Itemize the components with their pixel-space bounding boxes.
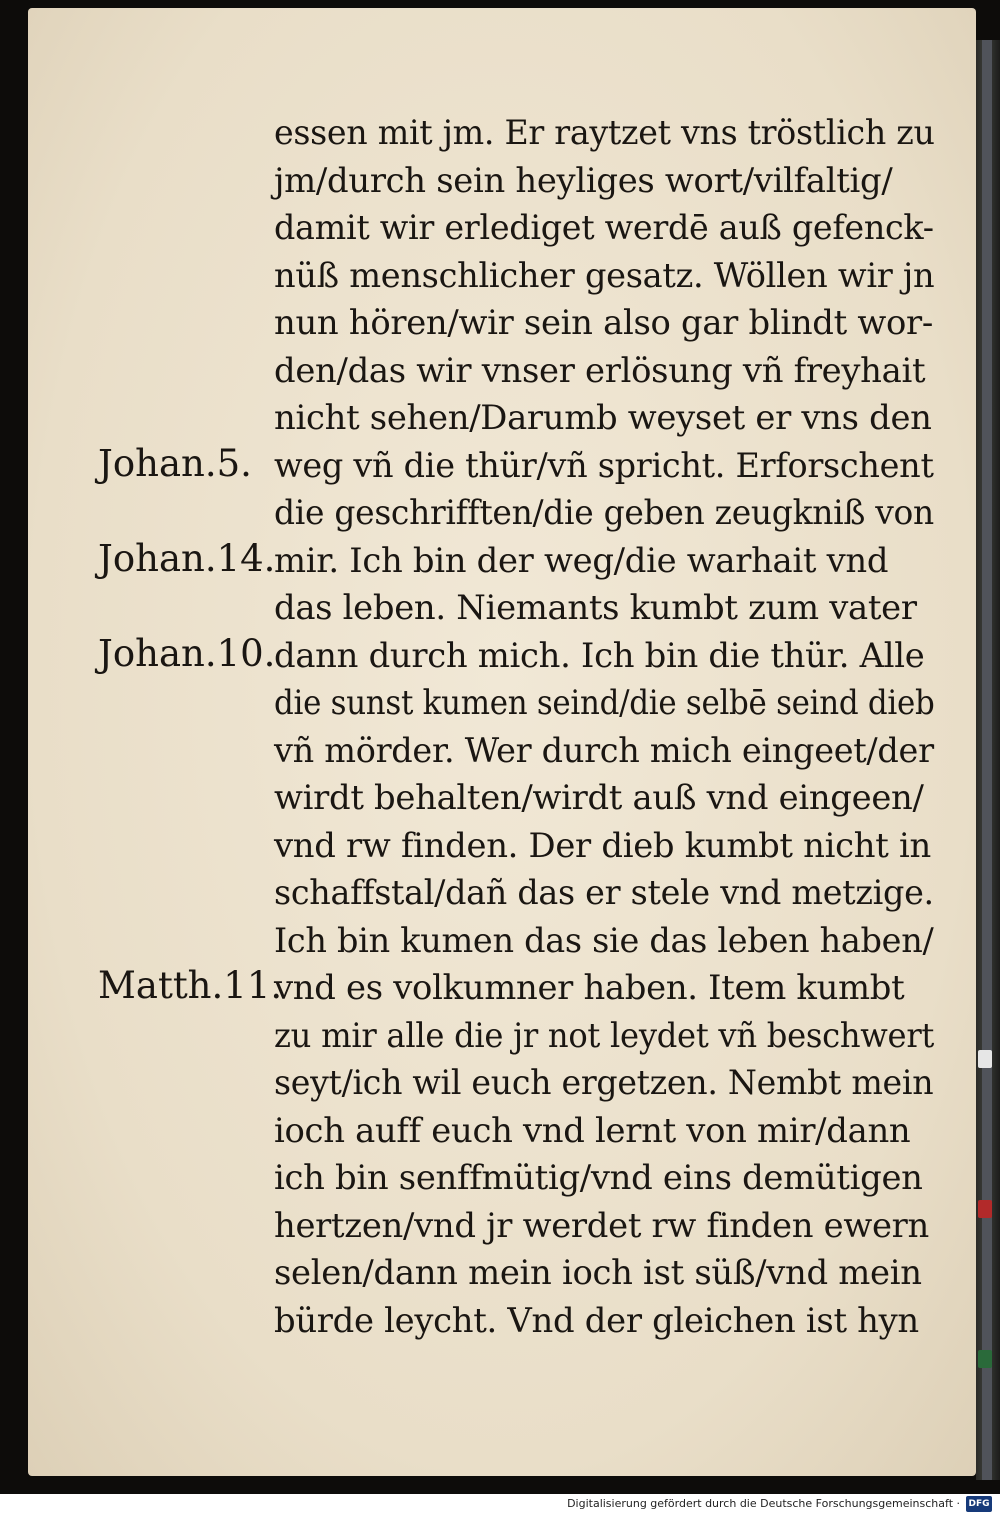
text-line: mir. Ich bin der weg/die warhait vnd: [274, 540, 889, 581]
text-line: schaffstal/dañ das er stele vnd metzige.: [274, 873, 934, 913]
funding-credit: Digitalisierung gefördert durch die Deutsche Forschungsgemeinschaft ·: [567, 1497, 960, 1510]
text-line: ioch auff euch vnd lernt von mir/dann: [274, 1110, 911, 1151]
text-line: jm/durch sein heyliges wort/vilfaltig/: [274, 160, 893, 201]
color-mark: [978, 1350, 992, 1368]
text-line: selen/dann mein ioch ist süß/vnd mein: [274, 1253, 922, 1293]
color-mark: [978, 1200, 992, 1218]
text-line: die geschrifften/die geben zeugkniß von: [274, 493, 934, 533]
text-line: bürde leycht. Vnd der gleichen ist hyn: [274, 1300, 919, 1341]
text-line: dann durch mich. Ich bin die thür. Alle: [274, 635, 925, 676]
text-line: seyt/ich wil euch ergetzen. Nembt mein: [274, 1063, 934, 1103]
marginal-note: Johan.10.: [98, 632, 276, 675]
text-line: hertzen/vnd jr werdet rw finden ewern: [274, 1205, 929, 1246]
text-line: vnd es volkumner haben. Item kumbt: [274, 968, 905, 1008]
text-line: vnd rw finden. Der dieb kumbt nicht in: [274, 825, 931, 866]
text-line: Ich bin kumen das sie das leben haben/: [274, 920, 934, 961]
book-spine: [976, 40, 1000, 1480]
spine-strip: [982, 40, 992, 1480]
marginal-note: Johan.14.: [98, 537, 276, 580]
text-line: ich bin senffmütig/vnd eins demütigen: [274, 1158, 923, 1198]
text-line: zu mir alle die jr not leydet vñ beschwert: [274, 1015, 935, 1056]
text-line: nun hören/wir sein also gar blindt wor-: [274, 303, 934, 343]
text-line: vñ mörder. Wer durch mich eingeet/der: [274, 730, 934, 771]
text-line: weg vñ die thür/vñ spricht. Erforschent: [274, 445, 934, 486]
text-line: nüß menschlicher gesatz. Wöllen wir jn: [274, 255, 935, 296]
main-text-block: [274, 110, 938, 1345]
text-line: essen mit jm. Er raytzet vns tröstlich zu: [274, 113, 935, 153]
marginal-note: Johan.5.: [98, 442, 252, 485]
marginal-note: Matth.11.: [98, 964, 283, 1007]
text-line: die sunst kumen seind/die selbē seind dieb: [274, 683, 935, 723]
text-line: wirdt behalten/wirdt auß vnd eingeen/: [274, 778, 924, 818]
text-line: den/das wir vnser erlösung vñ freyhait: [274, 350, 926, 391]
text-line: das leben. Niemants kumbt zum vater: [274, 588, 917, 628]
text-line: damit wir erlediget werdē auß gefenck-: [274, 208, 934, 248]
footer-bar: [0, 1494, 1000, 1518]
dfg-logo: DFG: [966, 1496, 992, 1512]
color-mark: [978, 1050, 992, 1068]
text-line: nicht sehen/Darumb weyset er vns den: [274, 398, 932, 438]
